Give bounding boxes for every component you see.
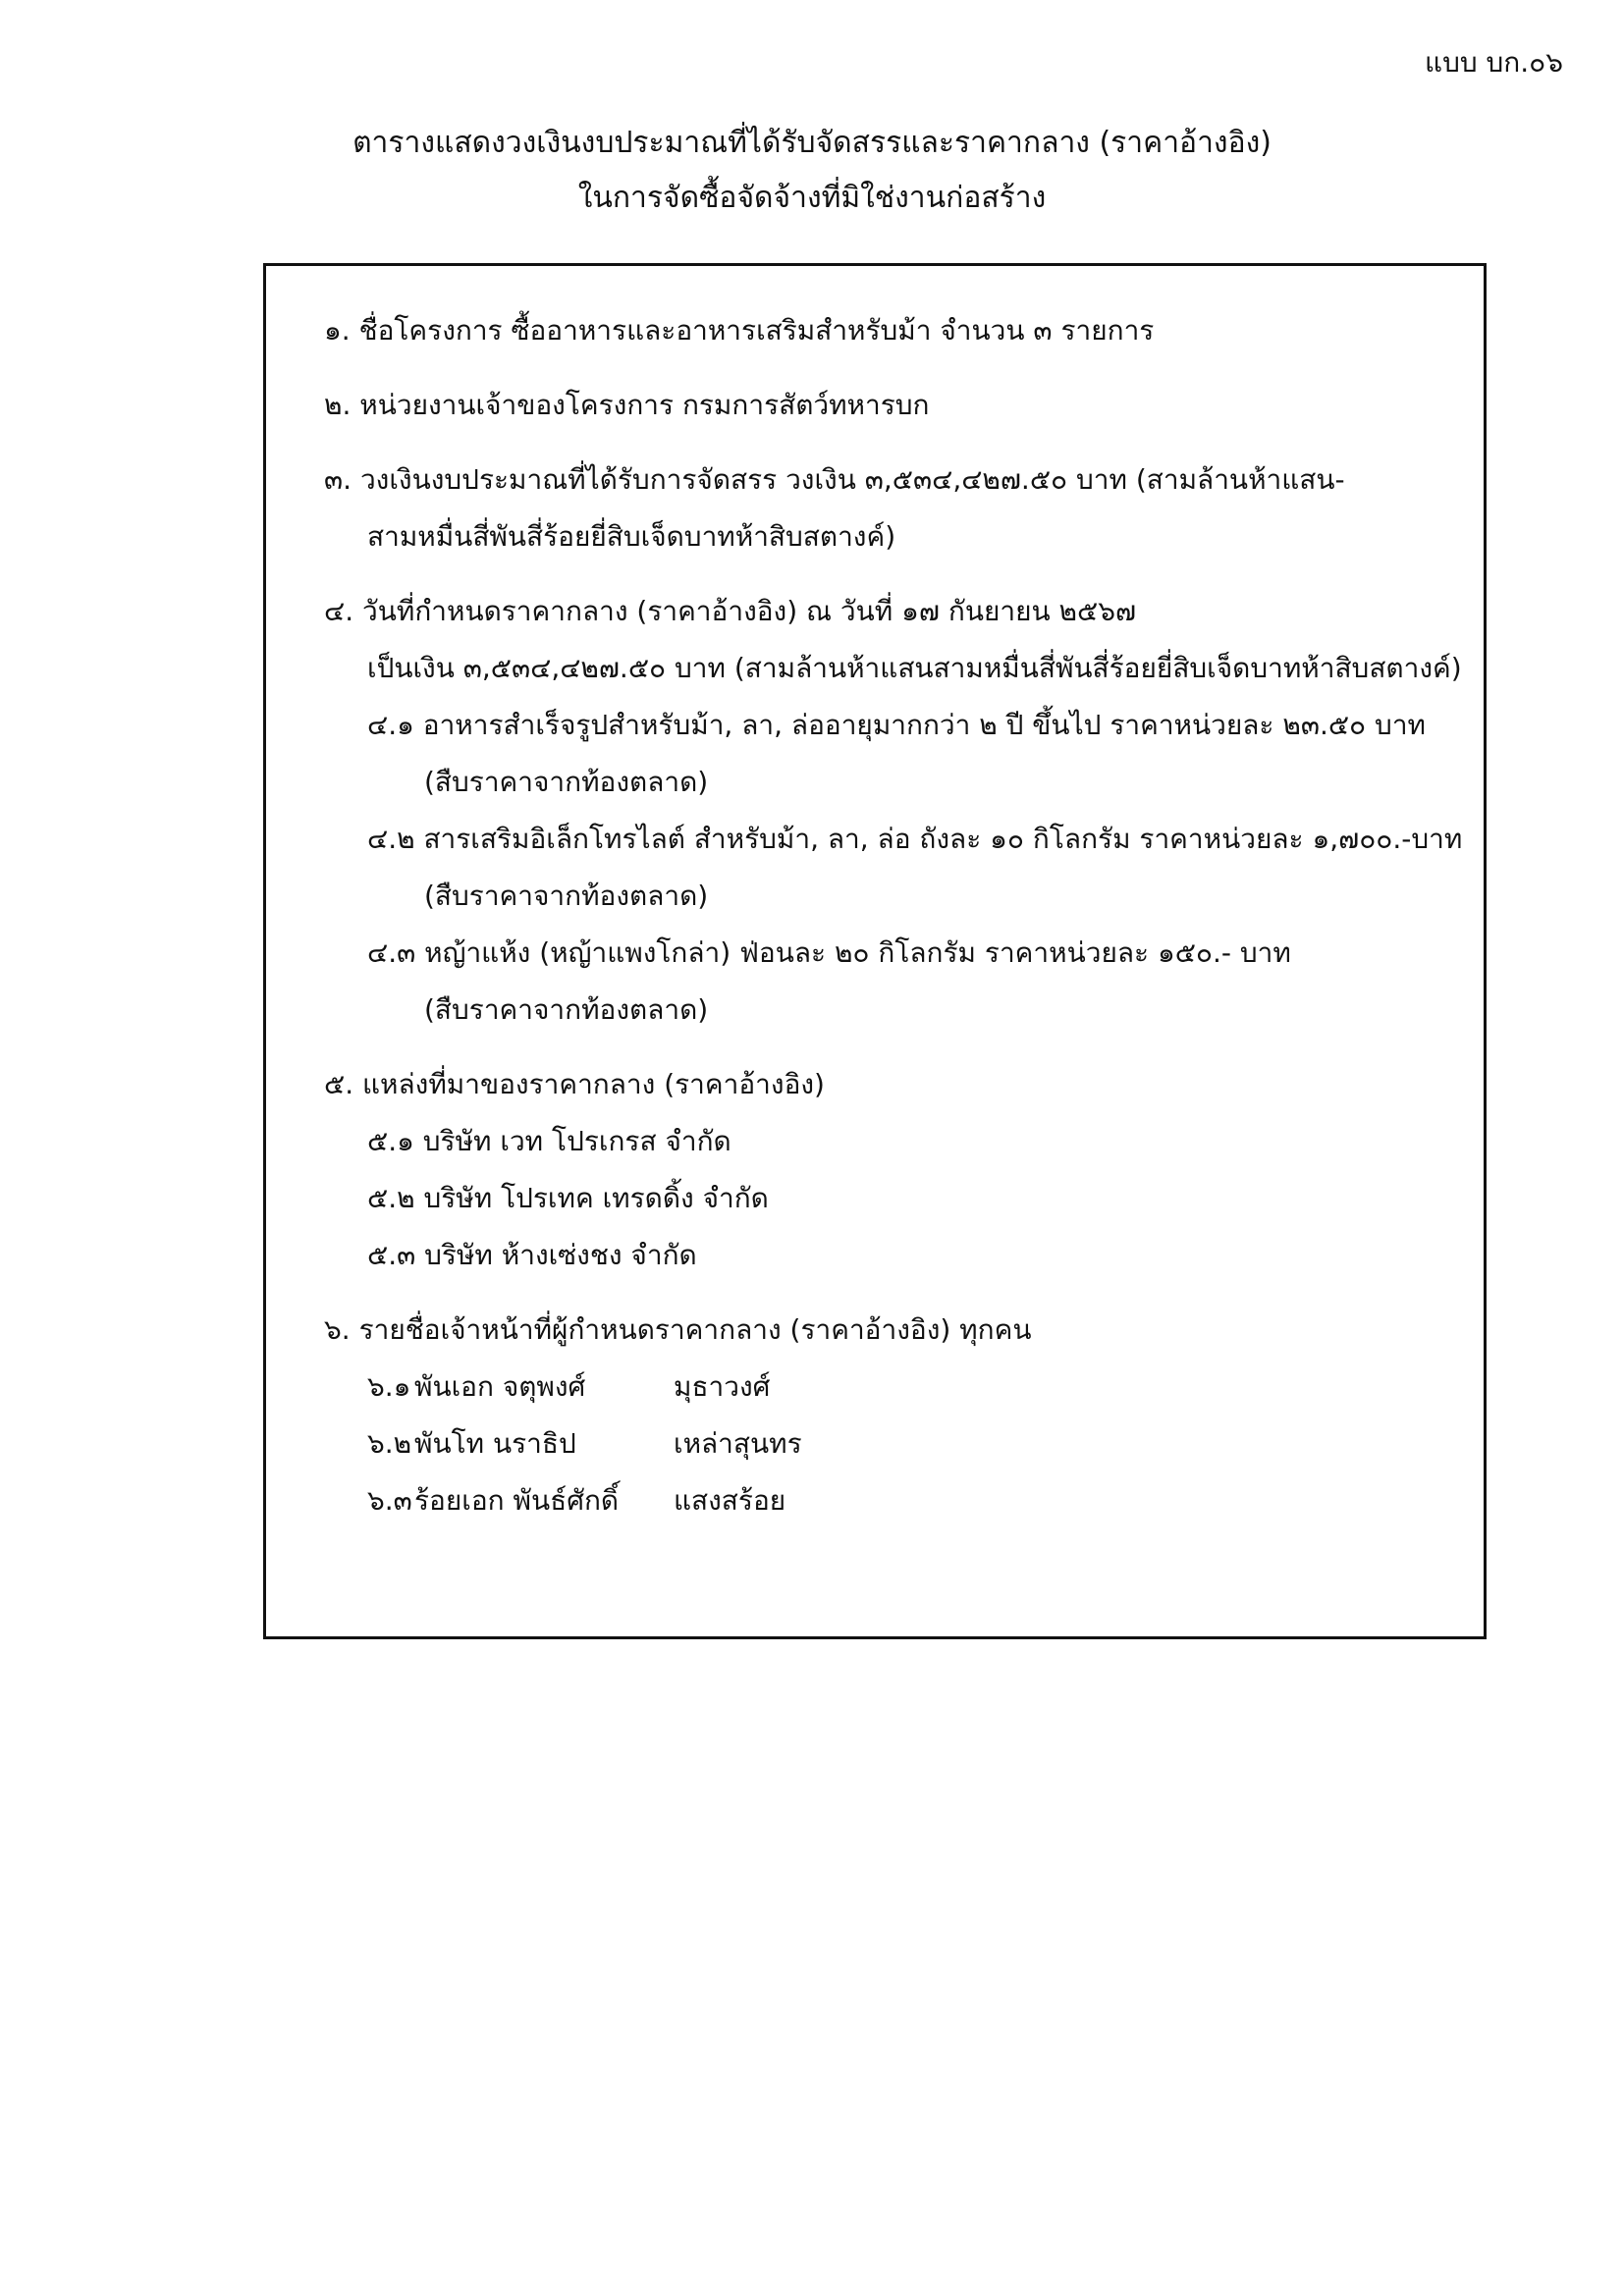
source-5-2: ๕.๒ บริษัท โปรเทค เทรดดิ้ง จำกัด [367,1182,769,1214]
item-4-3-line-1: ๔.๓ หญ้าแห้ง (หญ้าแพงโกล่า) ฟ่อนละ ๒๐ กิโลกรัม ราคาหน่วยละ ๑๕๐.- บาท [367,936,1291,969]
section-3-budget-line-1: ๓. วงเงินงบประมาณที่ได้รับการจัดสรร วงเงิน ๓,๕๓๔,๔๒๗.๕๐ บาท (สามล้านห้าแสน- [324,463,1345,496]
item-4-2-line-1: ๔.๒ สารเสริมอิเล็กโทรไลต์ สำหรับม้า, ลา, ล่อ ถังละ ๑๐ กิโลกรัม ราคาหน่วยละ ๑,๗๐๐.-บาท [367,823,1463,855]
document-title [0,116,1624,226]
staff-rank-name: พันโท นราธิป [414,1427,576,1460]
source-5-3: ๕.๓ บริษัท ห้างเซ่งชง จำกัด [367,1239,697,1271]
item-4-2-line-2: (สืบราคาจากท้องตลาด) [424,880,709,912]
staff-number: ๖.๒ [367,1427,412,1460]
section-6-staff-list: ๖. รายชื่อเจ้าหน้าที่ผู้กำหนดราคากลาง (ราคาอ้างอิง) ทุกคน [324,1313,1032,1346]
staff-surname: แสงสร้อย [674,1484,786,1517]
staff-number: ๖.๑ [367,1370,411,1403]
staff-rank-name: พันเอก จตุพงศ์ [414,1370,586,1403]
staff-number: ๖.๓ [367,1484,412,1517]
section-4-amount: เป็นเงิน ๓,๕๓๔,๔๒๗.๕๐ บาท (สามล้านห้าแสนสามหมื่นสี่พันสี่ร้อยยี่สิบเจ็ดบาทห้าสิบสตางค์) [367,652,1462,684]
source-5-1: ๕.๑ บริษัท เวท โปรเกรส จำกัด [367,1125,731,1157]
staff-row [324,1472,1463,1529]
staff-rank-name: ร้อยเอก พันธ์ศักดิ์ [414,1484,620,1517]
item-4-1-line-1: ๔.๑ อาหารสำเร็จรูปสำหรับม้า, ลา, ล่ออายุมากกว่า ๒ ปี ขึ้นไป ราคาหน่วยละ ๒๓.๕๐ บาท [367,709,1426,741]
staff-row [324,1415,1463,1472]
content-body [324,302,1463,1529]
section-1-project-name: ๑. ชื่อโครงการ ซื้ออาหารและอาหารเสริมสำหรับม้า จำนวน ๓ รายการ [324,314,1155,347]
section-3-budget-line-2: สามหมื่นสี่พันสี่ร้อยยี่สิบเจ็ดบาทห้าสิบสตางค์) [367,520,896,553]
staff-surname: เหล่าสุนทร [674,1427,802,1460]
item-4-3-line-2: (สืบราคาจากท้องตลาด) [424,993,709,1026]
title-line-2: ในการจัดซื้อจัดจ้างที่มิใช่งานก่อสร้าง [577,181,1047,215]
staff-surname: มุธาวงศ์ [674,1370,771,1403]
section-5-price-sources: ๕. แหล่งที่มาของราคากลาง (ราคาอ้างอิง) [324,1068,825,1100]
item-4-1-line-2: (สืบราคาจากท้องตลาด) [424,766,709,798]
form-code: แบบ บก.๐๖ [1425,46,1563,79]
title-line-1: ตารางแสดงวงเงินงบประมาณที่ได้รับจัดสรรและราคากลาง (ราคาอ้างอิง) [352,126,1272,160]
staff-row [324,1359,1463,1415]
section-2-owner-agency: ๒. หน่วยงานเจ้าของโครงการ กรมการสัตว์ทหารบก [324,389,930,421]
section-4-price-date: ๔. วันที่กำหนดราคากลาง (ราคาอ้างอิง) ณ วันที่ ๑๗ กันยายน ๒๕๖๗ [324,595,1137,627]
